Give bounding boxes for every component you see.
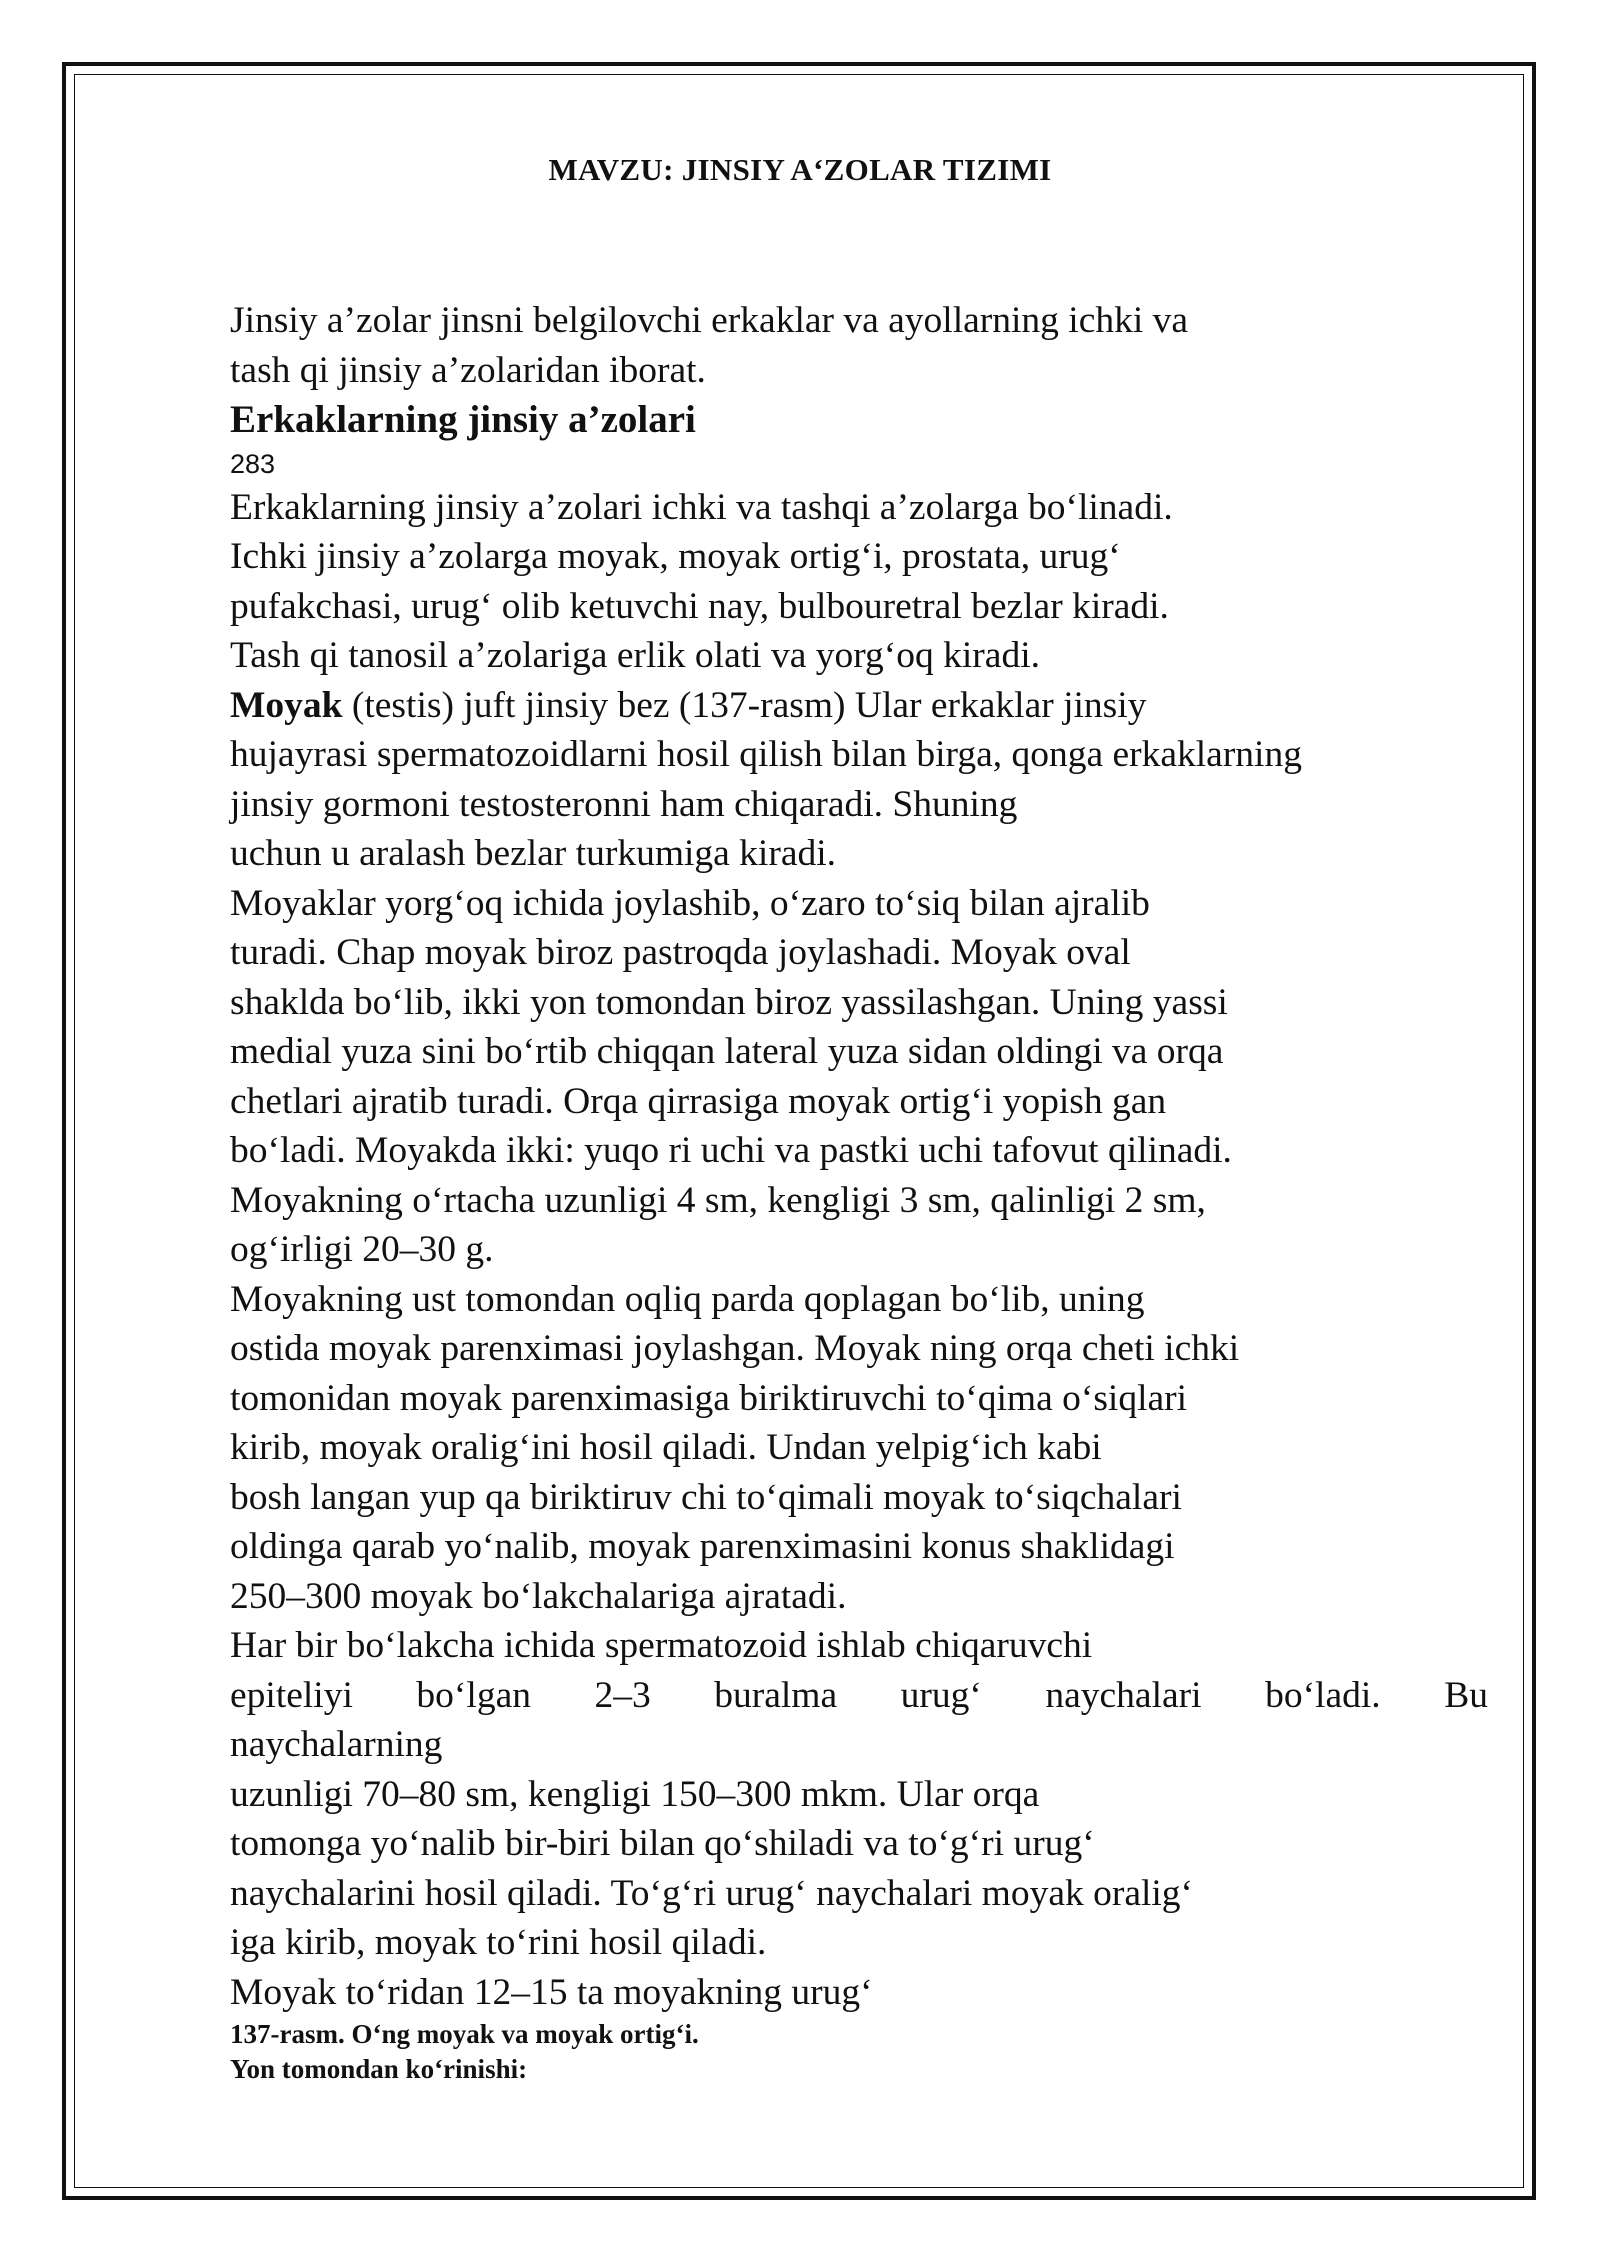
moyak-definition-line (230, 681, 1490, 731)
text-line: Moyaklar yorg‘oq ichida joylashib, o‘zaro to‘siq bilan ajralib (230, 882, 1150, 924)
text-line: Moyakning o‘rtacha uzunligi 4 sm, kengligi 3 sm, qalinligi 2 sm, (230, 1179, 1206, 1221)
text-line: chetlari ajratib turadi. Orqa qirrasiga moyak ortig‘i yopish gan (230, 1080, 1167, 1122)
word: buralma (714, 1674, 838, 1716)
term-moyak: Moyak (230, 684, 343, 726)
figure-caption-subtitle: Yon tomondan ko‘rinishi: (230, 2054, 528, 2084)
word: bo‘ladi. (1265, 1674, 1381, 1716)
text-line: tomonga yo‘nalib bir-biri bilan qo‘shiladi va to‘g‘ri urug‘ (230, 1823, 1095, 1864)
word: Bu (1444, 1674, 1488, 1716)
text-line: kirib, moyak oralig‘ini hosil qiladi. Undan yelpig‘ich kabi (230, 1427, 1102, 1468)
text-line: turadi. Chap moyak biroz pastroqda joylashadi. Moyak oval (230, 932, 1131, 973)
text-line: Moyakning ust tomondan oqliq parda qoplagan bo‘lib, uning (230, 1278, 1145, 1320)
text-line: uchun u aralash bezlar turkumiga kiradi. (230, 833, 837, 874)
moyak-definition-text: (testis) juft jinsiy bez (137-rasm) Ular erkaklar jinsiy (342, 684, 1147, 726)
text-line: og‘irligi 20–30 g. (230, 1229, 494, 1270)
justified-text-line (230, 1671, 1488, 1721)
text-line: medial yuza sini bo‘rtib chiqqan lateral yuza sidan oldingi va orqa (230, 1031, 1224, 1072)
word: urug‘ (900, 1674, 982, 1716)
word: bo‘lgan (416, 1674, 531, 1716)
text-line: jinsiy gormoni testosteronni ham chiqaradi. Shuning (230, 783, 1018, 825)
text-line: iga kirib, moyak to‘rini hosil qiladi. (230, 1922, 767, 1963)
section-heading: Erkaklarning jinsiy a’zolari (230, 398, 696, 441)
figure-caption: 137-rasm. O‘ng moyak va moyak ortig‘i. (230, 2019, 699, 2049)
page-title: MAVZU: JINSIY A‘ZOLAR TIZIMI (548, 152, 1052, 187)
text-line: uzunligi 70–80 sm, kengligi 150–300 mkm. Ular orqa (230, 1773, 1040, 1815)
text-line: oldinga qarab yo‘nalib, moyak parenximasini konus shaklidagi (230, 1526, 1175, 1567)
text-line: Tash qi tanosil a’zolariga erlik olati va yorg‘oq kiradi. (230, 635, 1040, 676)
text-line: Jinsiy a’zolar jinsni belgilovchi erkaklar va ayollarning ichki va (230, 300, 1189, 341)
text-line: ostida moyak parenximasi joylashgan. Moyak ning orqa cheti ichki (230, 1328, 1240, 1369)
text-line: hujayrasi spermatozoidlarni hosil qilish bilan birga, qonga erkaklarning (230, 734, 1302, 775)
text-line: naychalarning (230, 1724, 443, 1765)
text-line: Erkaklarning jinsiy a’zolari ichki va tashqi a’zolarga bo‘linadi. (230, 486, 1173, 528)
text-line: 250–300 moyak bo‘lakchalariga ajratadi. (230, 1575, 847, 1617)
page-number: 283 (230, 448, 276, 479)
word: 2–3 (594, 1674, 651, 1716)
word: naychalari (1045, 1674, 1202, 1716)
text-line: bo‘ladi. Moyakda ikki: yuqo ri uchi va pastki uchi tafovut qilinadi. (230, 1130, 1232, 1171)
text-line: tomonidan moyak parenximasiga biriktiruvchi to‘qima o‘siqlari (230, 1377, 1188, 1419)
text-line: tash qi jinsiy a’zolaridan iborat. (230, 349, 706, 391)
text-line: bosh langan yup qa biriktiruv chi to‘qimali moyak to‘siqchalari (230, 1476, 1182, 1518)
word: epiteliyi (230, 1674, 353, 1716)
text-line: pufakchasi, urug‘ olib ketuvchi nay, bulbouretral bezlar kiradi. (230, 585, 1169, 627)
text-line: Har bir bo‘lakcha ichida spermatozoid ishlab chiqaruvchi (230, 1625, 1093, 1666)
text-line: Moyak to‘ridan 12–15 ta moyakning urug‘ (230, 1971, 873, 2013)
text-line: shaklda bo‘lib, ikki yon tomondan biroz yassilashgan. Uning yassi (230, 981, 1228, 1023)
text-line: naychalarini hosil qiladi. To‘g‘ri urug‘ naychalari moyak oralig‘ (230, 1872, 1194, 1914)
document-body (230, 296, 1490, 2087)
text-line: Ichki jinsiy a’zolarga moyak, moyak ortig‘i, prostata, urug‘ (230, 536, 1121, 577)
